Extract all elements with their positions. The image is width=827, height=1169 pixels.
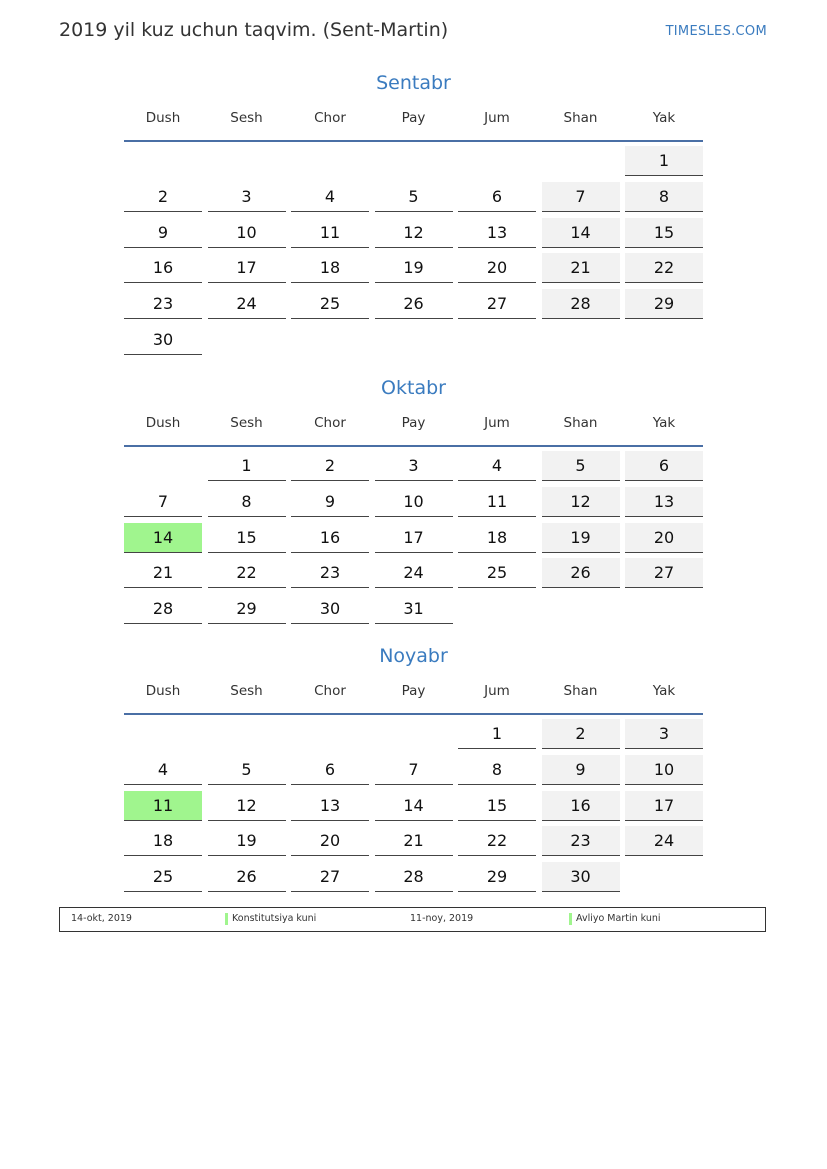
day-cell: 8 <box>625 182 703 212</box>
weekday-header <box>124 104 703 142</box>
month-calendar <box>124 375 703 630</box>
day-cell: 3 <box>625 719 703 749</box>
day-cell: 13 <box>625 487 703 517</box>
day-cell: 1 <box>625 146 703 176</box>
day-cell: 19 <box>542 523 620 553</box>
day-cell: 8 <box>208 487 286 517</box>
weekday-label: Yak <box>652 415 676 431</box>
day-cell: 17 <box>375 523 453 553</box>
day-cell: 4 <box>458 451 536 481</box>
day-cell: 6 <box>625 451 703 481</box>
holiday-color-marker <box>569 913 572 925</box>
legend-holiday-name: Avliyo Martin kuni <box>576 913 661 924</box>
day-cell: 2 <box>291 451 369 481</box>
day-cell: 21 <box>375 826 453 856</box>
day-cell: 26 <box>375 289 453 319</box>
weekday-label: Sesh <box>230 683 263 699</box>
day-cell: 6 <box>458 182 536 212</box>
day-cell: 16 <box>124 253 202 283</box>
day-cell: 14 <box>542 218 620 248</box>
day-cell: 13 <box>291 791 369 821</box>
day-cell: 27 <box>291 862 369 892</box>
day-cell: 25 <box>124 862 202 892</box>
weekday-header <box>124 409 703 447</box>
weekday-label: Pay <box>401 415 426 431</box>
weekday-label: Yak <box>652 683 676 699</box>
day-cell: 16 <box>291 523 369 553</box>
weekday-label: Chor <box>314 110 346 126</box>
month-calendar <box>124 643 703 898</box>
day-cell: 30 <box>542 862 620 892</box>
day-cell: 7 <box>542 182 620 212</box>
day-cell: 9 <box>291 487 369 517</box>
day-cell: 5 <box>375 182 453 212</box>
day-cell: 18 <box>124 826 202 856</box>
day-cell: 27 <box>458 289 536 319</box>
weekday-header <box>124 677 703 715</box>
day-cell: 10 <box>208 218 286 248</box>
weekday-label: Pay <box>401 110 426 126</box>
weekday-label: Shan <box>563 683 598 699</box>
day-cell: 23 <box>124 289 202 319</box>
day-cell: 9 <box>542 755 620 785</box>
day-cell: 29 <box>625 289 703 319</box>
weekday-label: Dush <box>145 415 181 431</box>
day-cell: 2 <box>542 719 620 749</box>
day-cell: 25 <box>458 558 536 588</box>
weekday-label: Shan <box>563 110 598 126</box>
day-cell: 30 <box>124 325 202 355</box>
day-cell: 20 <box>625 523 703 553</box>
day-cell: 29 <box>458 862 536 892</box>
day-cell: 5 <box>208 755 286 785</box>
day-cell: 31 <box>375 594 453 624</box>
day-cell: 20 <box>291 826 369 856</box>
brand-link[interactable]: TIMESLES.COM <box>665 24 767 39</box>
day-cell: 7 <box>124 487 202 517</box>
day-cell: 30 <box>291 594 369 624</box>
day-cell: 19 <box>208 826 286 856</box>
day-cell: 19 <box>375 253 453 283</box>
day-cell: 4 <box>291 182 369 212</box>
day-cell: 24 <box>375 558 453 588</box>
month-title: Oktabr <box>381 377 446 399</box>
day-cell: 23 <box>291 558 369 588</box>
day-cell: 27 <box>625 558 703 588</box>
day-cell: 26 <box>208 862 286 892</box>
day-cell: 26 <box>542 558 620 588</box>
day-cell: 3 <box>375 451 453 481</box>
day-cell: 22 <box>208 558 286 588</box>
month-calendar <box>124 70 703 361</box>
day-cell: 15 <box>625 218 703 248</box>
day-cell: 25 <box>291 289 369 319</box>
day-cell: 2 <box>124 182 202 212</box>
day-cell: 5 <box>542 451 620 481</box>
day-cell: 15 <box>208 523 286 553</box>
day-cell: 11 <box>458 487 536 517</box>
day-cell: 10 <box>625 755 703 785</box>
legend-holiday-name: Konstitutsiya kuni <box>232 913 317 924</box>
day-cell: 7 <box>375 755 453 785</box>
day-cell: 11 <box>291 218 369 248</box>
day-cell: 12 <box>375 218 453 248</box>
weekday-label: Pay <box>401 683 426 699</box>
weekday-label: Jum <box>484 415 510 431</box>
day-cell: 28 <box>124 594 202 624</box>
day-cell: 6 <box>291 755 369 785</box>
day-cell: 12 <box>542 487 620 517</box>
weekday-label: Chor <box>314 683 346 699</box>
weekday-label: Sesh <box>230 415 263 431</box>
day-cell: 21 <box>124 558 202 588</box>
weekday-label: Jum <box>484 683 510 699</box>
legend-date: 14-okt, 2019 <box>71 913 132 924</box>
holiday-legend <box>59 907 766 932</box>
weekday-label: Chor <box>314 415 346 431</box>
month-title: Sentabr <box>376 72 451 94</box>
day-cell: 28 <box>375 862 453 892</box>
weekday-label: Sesh <box>230 110 263 126</box>
day-cell: 29 <box>208 594 286 624</box>
day-cell: 3 <box>208 182 286 212</box>
day-cell: 23 <box>542 826 620 856</box>
weekday-label: Jum <box>484 110 510 126</box>
day-cell: 9 <box>124 218 202 248</box>
day-cell: 15 <box>458 791 536 821</box>
day-cell: 14 <box>375 791 453 821</box>
day-cell: 28 <box>542 289 620 319</box>
day-cell: 8 <box>458 755 536 785</box>
month-title: Noyabr <box>379 645 448 667</box>
day-cell: 22 <box>458 826 536 856</box>
day-cell: 18 <box>291 253 369 283</box>
weekday-label: Dush <box>145 110 181 126</box>
weekday-label: Shan <box>563 415 598 431</box>
day-cell: 1 <box>458 719 536 749</box>
day-cell: 18 <box>458 523 536 553</box>
day-cell: 4 <box>124 755 202 785</box>
day-cell: 17 <box>625 791 703 821</box>
day-cell: 24 <box>625 826 703 856</box>
day-cell: 22 <box>625 253 703 283</box>
weekday-label: Yak <box>652 110 676 126</box>
day-cell: 13 <box>458 218 536 248</box>
day-cell: 17 <box>208 253 286 283</box>
holiday-color-marker <box>225 913 228 925</box>
page-title: 2019 yil kuz uchun taqvim. (Sent-Martin) <box>59 19 449 41</box>
day-cell: 12 <box>208 791 286 821</box>
weekday-label: Dush <box>145 683 181 699</box>
holiday-day-cell: 11 <box>124 791 202 821</box>
day-cell: 16 <box>542 791 620 821</box>
day-cell: 21 <box>542 253 620 283</box>
day-cell: 20 <box>458 253 536 283</box>
holiday-day-cell: 14 <box>124 523 202 553</box>
day-cell: 10 <box>375 487 453 517</box>
day-cell: 1 <box>208 451 286 481</box>
legend-date: 11-noy, 2019 <box>410 913 474 924</box>
day-cell: 24 <box>208 289 286 319</box>
